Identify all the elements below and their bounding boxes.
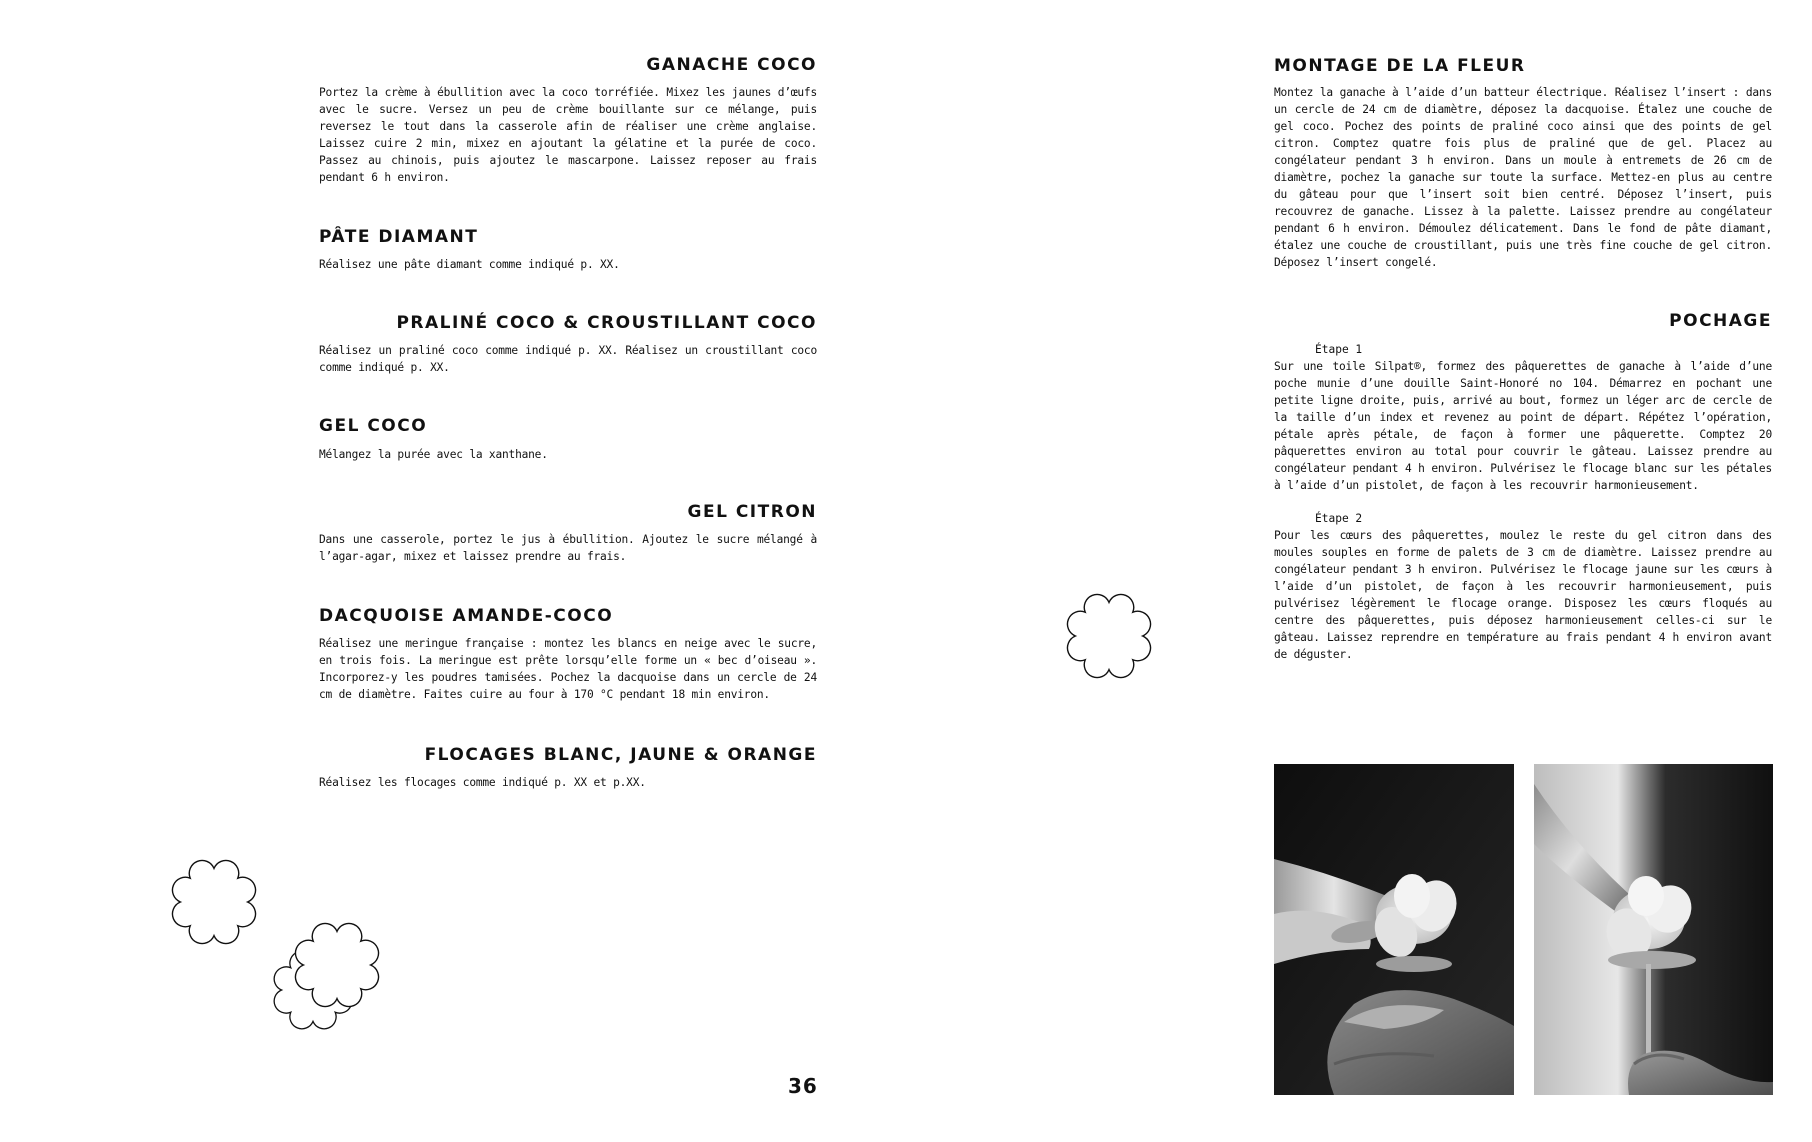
section-title-gel-citron: GEL CITRON — [687, 502, 817, 522]
flower-outline-icon — [291, 919, 383, 1011]
section-body-flocages: Réalisez les flocages comme indiqué p. XX et p.XX. — [319, 776, 646, 789]
section-title-gel-coco: GEL COCO — [319, 416, 428, 436]
section-body-gel-coco: Mélangez la purée avec la xanthane. — [319, 448, 548, 461]
flower-outline-icon — [1063, 590, 1155, 682]
step-body-2: Pour les cœurs des pâquerettes, moulez le reste du gel citron dans des moules souples en forme de palets de 3 cm de diamètre. Laissez prendre au congélateur pendant 3 h environ. Pulvérisez le flocage jaune sur les cœurs à l’aide d’un pistolet, de façon à les recouvrir harmonieusement, puis pulvérisez légèrement le flocage orange. Disposez les cœurs floqués au centre des pâquerettes, puis déposez harmonieusement celles-ci sur le gâteau. Laissez reprendre en température au frais pendant 4 h environ avant de déguster. — [1274, 529, 1772, 661]
step-label-1: Étape 1 — [1315, 343, 1363, 356]
section-body-montage: Montez la ganache à l’aide d’un batteur électrique. Réalisez l’insert : dans un cercle de 24 cm de diamètre, déposez la dacquoise. Étalez une couche de gel coco. Pochez des points de praliné coco ainsi que des points de gel citron. Comptez quatre fois plus de praliné que de gel. Placez au congélateur pendant 3 h environ. Dans un moule à entremets de 26 cm de diamètre, pochez la ganache sur toute la surface. Mettez-en plus au centre du gâteau pour que l’insert soit bien centré. Déposez l’insert, puis recouvrez de ganache. Lissez à la palette. Laissez prendre au congélateur pendant 6 h environ. Démoulez délicatement. Dans le fond de pâte diamant, étalez une couche de croustillant, puis une très fine couche de gel citron. Déposez l’insert congelé. — [1274, 86, 1772, 269]
step-body-1: Sur une toile Silpat®, formez des pâquerettes de ganache à l’aide d’une poche munie d’une douille Saint-Honoré no 104. Démarrez en pochant une petite ligne droite, puis, arrivé au bout, formez un léger arc de cercle de la taille d’un index et revenez au point de départ. Répétez l’opération, pétale après pétale, de façon à former une pâquerette. Comptez 20 pâquerettes environ au total pour couvrir le gâteau. Laissez prendre au congélateur pendant 4 h environ. Pulvérisez le flocage blanc sur les pétales à l’aide d’un pistolet, de façon à les recouvrir harmonieusement. — [1274, 360, 1772, 492]
section-title-pate-diamant: PÂTE DIAMANT — [319, 227, 479, 247]
section-body-dacquoise: Réalisez une meringue française : montez les blancs en neige avec le sucre, en trois fois. La meringue est prête lorsqu’elle forme un « bec d’oiseau ». Incorporez-y les poudres tamisées. Pochez la dacquoise dans un cercle de 24 cm de diamètre. Faites cuire au four à 170 °C pendant 18 min environ. — [319, 637, 817, 701]
section-title-flocages: FLOCAGES BLANC, JAUNE & ORANGE — [424, 745, 817, 765]
section-body-praline: Réalisez un praliné coco comme indiqué p. XX. Réalisez un croustillant coco comme indiqué p. XX. — [319, 344, 817, 374]
flower-outline-icon — [168, 856, 260, 948]
section-body-pate-diamant: Réalisez une pâte diamant comme indiqué p. XX. — [319, 258, 620, 271]
piping-bag-photo — [1274, 764, 1514, 1095]
page-number: 36 — [788, 1074, 818, 1098]
section-title-praline: PRALINÉ COCO & CROUSTILLANT COCO — [396, 313, 817, 333]
section-title-dacquoise: DACQUOISE AMANDE-COCO — [319, 606, 614, 626]
section-title-pochage: POCHAGE — [1669, 311, 1772, 331]
section-body-gel-citron: Dans une casserole, portez le jus à ébullition. Ajoutez le sucre mélangé à l’agar-agar, mixez et laissez prendre au frais. — [319, 533, 817, 563]
section-body-ganache: Portez la crème à ébullition avec la coco torréfiée. Mixez les jaunes d’œufs avec le sucre. Versez un peu de crème bouillante sur ce mélange, puis reversez le tout dans la casserole afin de réaliser une crème anglaise. Laissez cuire 2 min, mixez en ajoutant la gélatine et la purée de coco. Passez au chinois, puis ajoutez le mascarpone. Laissez reposer au frais pendant 6 h environ. — [319, 86, 817, 184]
step-label-2: Étape 2 — [1315, 512, 1363, 525]
section-title-ganache: GANACHE COCO — [646, 55, 817, 75]
piping-bag-photo — [1534, 764, 1773, 1095]
section-title-montage: MONTAGE DE LA FLEUR — [1274, 56, 1526, 76]
